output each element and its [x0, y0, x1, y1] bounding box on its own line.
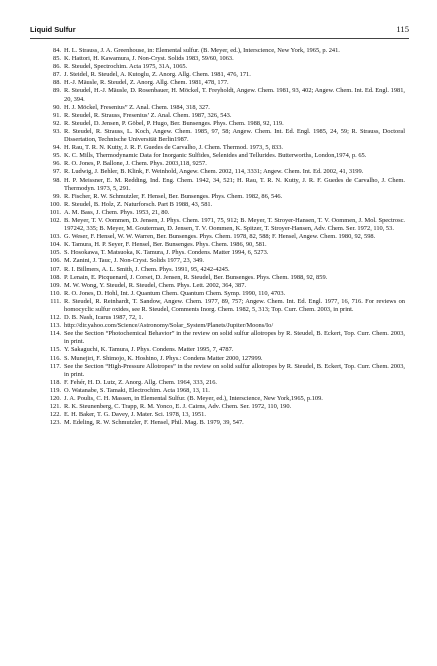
- reference-text: R. Steudel, B. Holz, Z. Naturforsch. Part B 1988, 43, 581.: [64, 200, 213, 208]
- reference-item: [30, 355, 409, 363]
- reference-text: Y. Sakaguchi, K. Tamura, J. Phys. Condens. Matter 1995, 7, 4787.: [64, 346, 234, 354]
- reference-text: E. H. Baker, T. G. Davey, J. Mater. Sci. 1978, 13, 1951.: [64, 411, 206, 419]
- reference-number: 105.: [49, 249, 61, 257]
- reference-item: [30, 419, 409, 427]
- reference-text: O. Watanabe, S. Tamaki, Electrochim. Acta 1968, 13, 11.: [64, 386, 210, 394]
- reference-item: [30, 71, 409, 79]
- reference-text: R. I. Billmers, A. L. Smith, J. Chem. Phys. 1991, 95, 4242-4245.: [64, 265, 230, 273]
- reference-item: [30, 257, 409, 265]
- reference-item: [30, 241, 409, 249]
- reference-text: K. Hattori, H. Kawamura, J. Non-Cryst. Solids 1983, 59/60, 1063.: [64, 55, 234, 63]
- reference-number: 121.: [49, 403, 61, 411]
- reference-item: [30, 346, 409, 354]
- reference-text: P. Lenain, E. Picquenard, J. Corset, D. Jensen, R. Steudel, Ber. Bunsenges. Phys. Chem. 1988, 92, 859.: [64, 273, 328, 281]
- reference-text: K. Tamura, H. P. Seyer, F. Hensel, Ber. Bunsenges. Phys. Chem. 1986, 90, 581.: [64, 241, 267, 249]
- reference-number: 108.: [49, 273, 61, 281]
- reference-item: [30, 152, 409, 160]
- reference-number: 103.: [49, 233, 61, 241]
- reference-text: H. Rau, T. R. N. Kutty, J. R. F. Guedes de Carvalho, J. Chem. Thermod. 1973, 5, 833.: [64, 144, 284, 152]
- reference-item: [30, 298, 409, 314]
- reference-item: [30, 177, 409, 193]
- reference-text: M. Zanini, J. Tauc, J. Non-Cryst. Solids 1977, 23, 349.: [64, 257, 205, 265]
- reference-item: [30, 160, 409, 168]
- reference-text: H. J. Möckel, Fresenius” Z. Anal. Chem. 1984, 318, 327.: [64, 103, 210, 111]
- reference-text: D. B. Nash, Icarus 1987, 72, 1.: [64, 314, 144, 322]
- reference-item: [30, 55, 409, 63]
- reference-item: [30, 63, 409, 71]
- reference-number: 85.: [53, 55, 61, 63]
- reference-text: R. O. Jones, D. Hohl, Int. J. Quantum Chem. Quantum Chem. Symp. 1990, 110, 4703.: [64, 289, 286, 297]
- reference-text: R. Fischer, R. W. Schmutzler, F. Hensel, Ber. Bunsenges. Phys. Chem. 1982, 86, 546.: [64, 192, 283, 200]
- reference-item: [30, 128, 409, 144]
- reference-number: 98.: [53, 176, 61, 184]
- reference-item: [30, 79, 409, 87]
- reference-item: [30, 168, 409, 176]
- reference-item: [30, 217, 409, 233]
- reference-number: 92.: [53, 119, 61, 127]
- reference-item: [30, 193, 409, 201]
- reference-item: [30, 112, 409, 120]
- reference-list: [30, 47, 409, 427]
- reference-number: 95.: [53, 152, 61, 160]
- reference-number: 89.: [53, 87, 61, 95]
- reference-item: [30, 144, 409, 152]
- reference-item: [30, 330, 409, 346]
- reference-item: [30, 233, 409, 241]
- reference-number: 106.: [49, 257, 61, 265]
- reference-number: 84.: [53, 47, 61, 54]
- reference-item: [30, 403, 409, 411]
- reference-number: 90.: [53, 103, 61, 111]
- reference-text: G. Weser, F. Hensel, W. W. Warren, Ber. Bunsenges. Phys. Chem. 1978, 82, 588; F. Hensel, Angew. Chem. 1980, 92, 598.: [64, 233, 376, 241]
- reference-text: R. Steudel, D. Jensen, P. Göbel, P. Hugo, Ber. Bunsenges. Phys. Chem. 1988, 92, 119.: [64, 119, 284, 127]
- reference-item: [30, 87, 409, 103]
- reference-item: [30, 249, 409, 257]
- reference-text: H. L. Strauss, J. A. Greenhouse, in: Elemental sulfur. (B. Meyer, ed.), Interscience, New York, 1965, p. 241.: [64, 47, 340, 54]
- reference-number: 112.: [50, 314, 61, 322]
- reference-item: [30, 282, 409, 290]
- reference-item: [30, 395, 409, 403]
- reference-text: R. Steudel, Spectrochim. Acta 1975, 31A, 1065.: [64, 63, 188, 71]
- page-number: 115: [396, 24, 409, 34]
- reference-number: 113.: [50, 322, 61, 330]
- running-title: Liquid Sulfur: [30, 25, 76, 34]
- reference-number: 107.: [49, 265, 61, 273]
- reference-item: [30, 322, 409, 330]
- reference-text: H. P. Meissner, E. M. Redding, Ind. Eng. Chem. 1942, 34, 521; H. Rau, T. R. N. Kutty, J. R. F. Guedes de Carvalho, J. Chem. Thermodyn. 1973, 5, 291.: [64, 176, 405, 192]
- reference-item: [30, 104, 409, 112]
- reference-number: 111.: [50, 297, 61, 305]
- reference-text: H.-J. Mäusle, R. Steudel, Z. Anorg. Allg. Chem. 1981, 478, 177.: [64, 79, 229, 87]
- reference-number: 114.: [50, 330, 61, 338]
- reference-item: [30, 120, 409, 128]
- reference-number: 94.: [53, 144, 61, 152]
- reference-item: [30, 379, 409, 387]
- reference-number: 109.: [49, 281, 61, 289]
- reference-text: S. Hosokawa, T. Matsuoka, K. Tamura, J. Phys. Condens. Matter 1994, 6, 5273.: [64, 249, 269, 257]
- reference-item: [30, 363, 409, 379]
- reference-number: 102.: [49, 216, 61, 224]
- reference-number: 87.: [53, 71, 61, 79]
- reference-text: J. A. Poulis, C. H. Massen, in Elemental Sulfur. (B. Meyer, ed.), Interscience, New York,1965, p.109.: [64, 395, 323, 403]
- reference-item: [30, 209, 409, 217]
- reference-text: R. O. Jones, P. Ballone, J. Chem. Phys. 2003,118, 9257.: [64, 160, 207, 168]
- reference-text: F. Fehér, H. D. Lutz, Z. Anorg. Allg. Chem. 1964, 333, 216.: [64, 378, 218, 386]
- reference-text: See the Section “High-Pressure Allotropes” in the review on solid sulfur allotropes by R. Steudel, B. Eckert, Top. Curr. Chem. 2003, in print.: [64, 362, 405, 378]
- reference-item: [30, 274, 409, 282]
- reference-number: 97.: [53, 168, 61, 176]
- reference-number: 116.: [50, 354, 61, 362]
- reference-number: 100.: [49, 200, 61, 208]
- reference-number: 99.: [53, 192, 61, 200]
- reference-item: [30, 290, 409, 298]
- reference-text: A. M. Bass, J. Chem. Phys. 1953, 21, 80.: [64, 208, 170, 216]
- reference-text: http://dir.yahoo.com/Science/Astronomy/Solar_System/Planets/Jupiter/Moons/Io/: [64, 322, 274, 330]
- reference-text: R. K. Steunenberg, C. Trapp, R. M. Yonco, E. J. Cairns, Adv. Chem. Ser. 1972, 110, 190.: [64, 403, 292, 411]
- reference-text: K. C. Mills, Thermodynamic Data for Inorganic Sulfides, Selenides and Tellurides. Butterworths, London,1974, p. 65.: [64, 152, 367, 160]
- reference-number: 123.: [49, 419, 61, 427]
- reference-number: 110.: [50, 289, 61, 297]
- reference-text: B. Meyer, T. V. Oommen, D. Jensen, J. Phys. Chem. 1971, 75, 912; B. Meyer, T. Stroyer-Hansen, T. V. Oommen, J. Mol. Spectrosc. 197242, 335; B. Meyer, M. Gouterman, D. Jensen, T. V. Oommen, K. Spitzer, T. Stroyer-Hansen, Adv. Chem. Ser. 1972, 110, 53.: [64, 216, 405, 233]
- reference-number: 120.: [49, 395, 61, 403]
- reference-text: M. Edeling, R. W. Schmutzler, F. Hensel, Phil. Mag. B. 1979, 39, 547.: [64, 419, 244, 427]
- reference-text: See the Section “Photochemical Behavior” in the review on solid sulfur allotropes by R. Steudel, B. Eckert, Top. Curr. Chem. 2003, in print.: [64, 330, 405, 346]
- reference-text: S. Munejiri, F. Shimojo, K. Hoshino, J. Phys.: Condens Matter 2000, 127999.: [64, 354, 263, 362]
- reference-number: 86.: [53, 63, 61, 71]
- reference-number: 88.: [53, 79, 61, 87]
- reference-number: 93.: [53, 127, 61, 135]
- reference-item: [30, 201, 409, 209]
- reference-item: [30, 387, 409, 395]
- reference-number: 119.: [50, 386, 61, 394]
- reference-text: R. Steudel, R. Strauss, L. Koch, Angew. Chem. 1985, 97, 58; Angew. Chem. Int. Ed. Engl. 1985, 24, 59; R. Strauss, Doctoral Dissertation, Technische Universität Berlin1987.: [64, 127, 405, 144]
- reference-number: 115.: [50, 346, 61, 354]
- reference-text: J. Steidel, R. Steudel, A. Kutoglu, Z. Anorg. Allg. Chem. 1981, 476, 171.: [64, 71, 251, 79]
- reference-number: 104.: [49, 241, 61, 249]
- reference-number: 122.: [49, 411, 61, 419]
- reference-number: 118.: [50, 378, 61, 386]
- reference-number: 91.: [53, 111, 61, 119]
- reference-item: [30, 47, 409, 55]
- reference-number: 101.: [49, 208, 61, 216]
- reference-number: 117.: [50, 362, 61, 370]
- reference-item: [30, 411, 409, 419]
- reference-text: R. Ludwig, J. Behler, B. Klink, F. Weinhold, Angew. Chem. 2002, 114, 3331; Angew. Chem. Int. Ed. 2002, 41, 3199.: [64, 168, 364, 176]
- reference-item: [30, 266, 409, 274]
- page-header: [30, 24, 409, 39]
- reference-text: R. Steudel, R. Reinhardt, T. Sandow, Angew. Chem. 1977, 89, 757; Angew. Chem. Int. Ed. Engl. 1977, 16, 716. For reviews on homocyclic sulfur oxides, see R. Steudel, Comments Inorg. Chem. 1982, 5, 313; Top. Curr. Chem. 2003, in print.: [64, 297, 405, 313]
- reference-number: 96.: [53, 160, 61, 168]
- reference-item: [30, 314, 409, 322]
- reference-text: R. Steudel, R. Strauss, Fresenius’ Z. Anal. Chem. 1987, 326, 543.: [64, 111, 232, 119]
- reference-text: R. Steudel, H.-J. Mäusle, D. Rosenbauer, H. Möckel, T. Freyholdt, Angew. Chem. 1981, 93, 402; Angew. Chem. Int. Ed. Engl. 1981, 20, 394.: [64, 87, 405, 103]
- reference-text: M. W. Wong, Y. Steudel, R. Steudel, Chem. Phys. Lett. 2002, 364, 387.: [64, 281, 247, 289]
